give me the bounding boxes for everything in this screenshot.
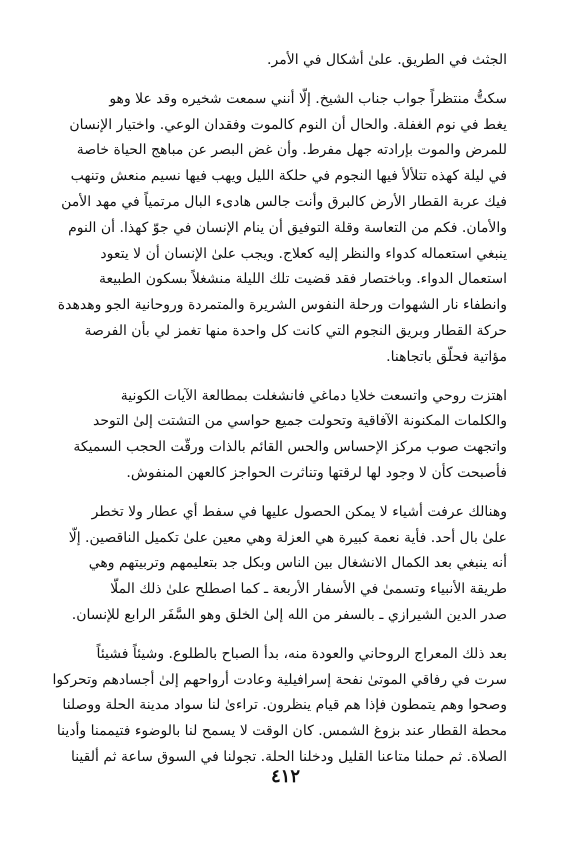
- text-line: أنه ينبغي بعد الكمال الانشغال بين الناس وبكل جد بتعليمهم وتربيتهم وهي: [88, 555, 507, 572]
- text-line: ينبغي استعماله كدواء والنظر إليه كعلاج. ويجب علىٰ الإنسان أن لا يتعود: [100, 245, 507, 262]
- paragraph-5: [46, 642, 507, 771]
- paragraph-1: [46, 48, 507, 74]
- text-line: حركة القطار وبريق النجوم التي كانت كل واحدة منها تغمز لي بأن الفرصة: [84, 322, 507, 339]
- paragraph-4: [46, 500, 507, 629]
- text-line: طريقة الأنبياء وتسمىٰ في الأسفار الأربعة ـ كما اصطلح علىٰ ذلك الملّا: [110, 581, 507, 598]
- text-line: فأصبحت كأن لا وجود لها لرقتها وتناثرت الحواجز كالعهن المنفوش.: [126, 464, 507, 481]
- text-line: استعمال الدواء. وباختصار فقد قضيت تلك الليلة منشغلاً بسكون الطبيعة: [98, 271, 507, 288]
- text-line: والكلمات المكنونة الآفاقية وتحولت جميع حواسي من التشتت إلىٰ التوحد: [93, 413, 507, 430]
- text-body: [46, 48, 507, 771]
- text-line: يغط في نوم الغفلة. والحال أن النوم كالموت وفقدان الوعي. واختيار الإنسان: [69, 116, 507, 133]
- text-line: الصلاة. ثم حملنا متاعنا القليل ودخلنا الحلة. تجولنا في السوق ساعة ثم ألقينا: [70, 748, 507, 765]
- text-line: محطة القطار عند بزوغ الشمس. كان الوقت لا يسمح لنا بالوضوء فتيممنا وأدينا: [56, 723, 507, 740]
- text-line: فيك عربة القطار الأرض كالبرق وأنت جالس هادىء البال مرتمياً في مهد الأمن: [61, 193, 507, 210]
- text-line: والأمان. فكم من التعاسة وقلة التوفيق أن ينام الإنسان في جوّ كهذا. أن النوم: [68, 219, 507, 236]
- text-line: للمرض والموت بإرادته جهل مفرط. وأن غض البصر عن مباهج الحياة خاصة: [76, 142, 507, 159]
- text-line: الجثث في الطريق. علىٰ أشكال في الأمر.: [267, 52, 507, 68]
- text-line: بعد ذلك المعراج الروحاني والعودة منه، بدأ الصباح بالطلوع. وشيئاً فشيئاً: [96, 645, 507, 662]
- text-line: سكتُّ منتظراً جواب جناب الشيخ. إلّا أنني سمعت شخيره وقد علا وهو: [109, 90, 507, 107]
- paragraph-3: [46, 384, 507, 487]
- text-line: علىٰ بال أحد. فأية نعمة كبيرة هي العزلة وهي معين علىٰ تكميل الناقصين. إلّا: [68, 529, 507, 546]
- text-line: في ليلة كهذه تتلألأ فيها النجوم في حلكة الليل ويهب فيها نسيم منعش وتنهب: [70, 168, 507, 185]
- page-number: ٤١٢: [270, 766, 300, 787]
- text-line: واتجهت صوب مركز الإحساس والحس القائم بالذات ورقّت الحجب السميكة: [73, 439, 507, 456]
- text-line: صدر الدين الشيرازي ـ بالسفر من الله إلىٰ الخلق وهو السَّفَر الرابع للإنسان.: [71, 606, 507, 623]
- text-line: مؤاتية فحلّق باتجاهنا.: [386, 348, 507, 365]
- text-line: وهنالك عرفت أشياء لا يمكن الحصول عليها في سفط أي عطار ولا تخطر: [91, 503, 507, 520]
- text-line: وصحوا وهم يتمطون فإذا هم قيام ينظرون. تراءىٰ لنا سواد مدينة الحلة ووصلنا: [62, 697, 507, 714]
- text-line: اهتزت روحي واتسعت خلايا دماغي فانشغلت بمطالعة الآيات الكونية: [120, 387, 507, 404]
- text-line: سرت في رفاقي الموتىٰ نفحة إسرافيلية وعادت أرواحهم إلىٰ أجسادهم وتحركوا: [52, 671, 507, 688]
- paragraph-2: [46, 87, 507, 371]
- text-line: وانطفاء نار الشهوات ورحلة النفوس الشريرة والمتمردة وروحانية الجو وهدهدة: [57, 297, 507, 314]
